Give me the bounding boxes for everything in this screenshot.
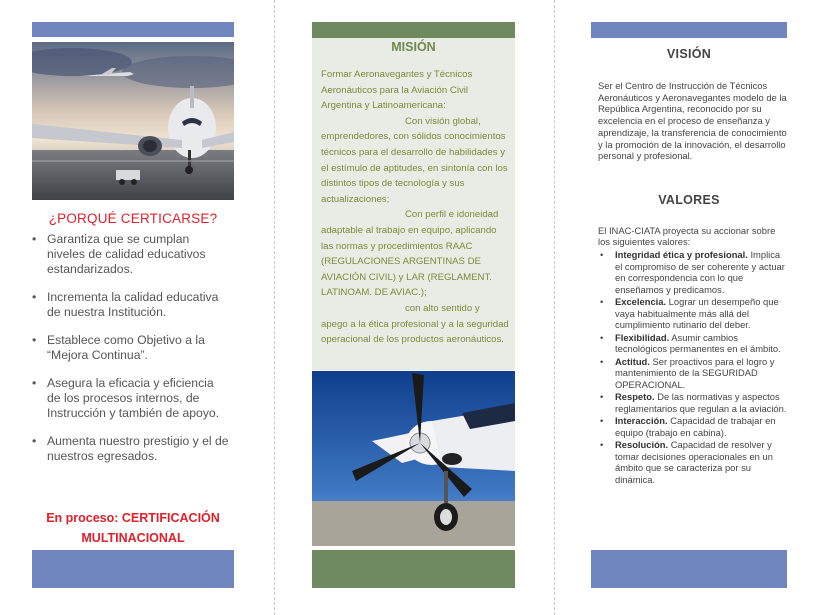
values-title: VALORES — [658, 193, 720, 207]
panel3-bottom-bar — [591, 550, 787, 588]
list-item: • Establece como Objetivo a la “Mejora Continua”. — [30, 333, 230, 363]
fold-line-left — [274, 0, 275, 615]
value-desc: Lograr un desempeño que vaya habitualmente más allá del cumplimiento rutinario del deber. — [615, 296, 779, 330]
value-term: Resolución. — [615, 439, 669, 450]
mission-paragraph: apego a la ética profesional y a la seguridad operacional de los productos aeronáuticos. — [321, 318, 509, 346]
value-desc: Asumir cambios tecnológicos permanentes en el ámbito. — [615, 331, 781, 354]
list-item — [598, 249, 788, 295]
value-term: Flexibilidad. — [615, 331, 670, 343]
vision-text: Ser el Centro de Instrucción de Técnicos Aeronáuticos y Aeronavegantes modelo de la República Argentina, reconocido por su excelencia en el proceso de enseñanza y aprendizaje, la transferencia de conocimiento y la promoción de la innovación, el desarrollo personal y profesional. — [598, 80, 787, 162]
list-item — [598, 332, 788, 355]
list-item — [598, 356, 788, 391]
mission-title: MISIÓN — [391, 40, 436, 54]
list-item: • Incrementa la calidad educativa de nuestra Institución. — [30, 290, 230, 320]
certification-status — [32, 508, 234, 548]
propeller-plane-photo — [312, 371, 515, 546]
value-term: Integridad ética y profesional. — [615, 249, 748, 260]
panel1-bottom-bar — [32, 550, 234, 588]
list-item — [598, 415, 788, 438]
value-term: Excelencia. — [615, 296, 667, 307]
list-item — [598, 296, 788, 331]
list-item — [598, 439, 788, 485]
vision-title: VISIÓN — [666, 47, 712, 61]
list-item: • Garantiza que se cumplan niveles de calidad educativos estandarizados. — [30, 232, 230, 277]
panel3-top-bar — [591, 22, 787, 38]
value-desc: Capacidad de trabajar en equipo (trabajo en cabina). — [615, 415, 776, 438]
panel2-top-bar — [312, 22, 515, 38]
value-desc: Implica el compromiso de ser coherente y actuar en correspondencia con lo que enseñamos y predicamos. — [615, 249, 785, 295]
why-certify-heading: ¿PORQUÉ CERTICARSE? — [48, 211, 218, 226]
value-desc: De las normativas y aspectos reglamentarios que regulan a la aviación. — [615, 391, 787, 414]
list-item — [598, 391, 788, 414]
value-term: Actitud. — [615, 355, 650, 367]
value-term: Respeto. — [615, 391, 655, 402]
value-term: Interacción. — [615, 415, 668, 426]
status-line-1: En proceso: CERTIFICACIÓN — [46, 511, 220, 525]
benefits-list — [30, 232, 230, 477]
mission-paragraph: Con perfil e idoneidad — [405, 209, 499, 221]
mission-paragraph: Formar Aeronavegantes y Técnicos Aeronáuticos para la Aviación Civil Argentina y Latinoamericana: — [321, 69, 473, 112]
value-desc: Capacidad de resolver y tomar decisiones operacionales en un ámbito que se caracteriza por su dinámica. — [615, 439, 773, 485]
panel2-bottom-bar — [312, 550, 515, 588]
mission-paragraph: emprendedores, con sólidos conocimientos técnicos para el desarrollo de habilidades y el estímulo de aptitudes, en sintonía con los distintos tipos de tecnología y sus actualizaciones; — [321, 131, 508, 205]
mission-paragraph: adaptable al trabajo en equipo, aplicando las normas y procedimientos RAAC (REGULACIONES ARGENTINAS DE AVIACIÓN CIVIL) y LAR (REGLAMENT. LATINOAM. DE AVIAC.); — [321, 224, 497, 299]
fold-line-right — [554, 0, 555, 615]
value-desc: Ser proactivos para el logro y mantenimiento de la SEGURIDAD OPERACIONAL. — [615, 355, 775, 390]
mission-paragraph: con alto sentido y — [405, 302, 480, 314]
list-item: • Aumenta nuestro prestigio y el de nuestros egresados. — [30, 434, 230, 464]
list-item: • Asegura la eficacia y eficiencia de los procesos internos, de Instrucción y también de apoyo. — [30, 376, 230, 421]
values-intro: El INAC-CIATA proyecta su accionar sobre los siguientes valores: — [598, 225, 776, 247]
mission-text — [321, 67, 509, 348]
airport-photo — [32, 42, 234, 200]
values-list — [598, 249, 788, 486]
mission-paragraph: Con visión global, — [405, 115, 481, 127]
panel1-top-bar — [32, 22, 234, 37]
status-line-2: MULTINACIONAL — [81, 531, 185, 545]
